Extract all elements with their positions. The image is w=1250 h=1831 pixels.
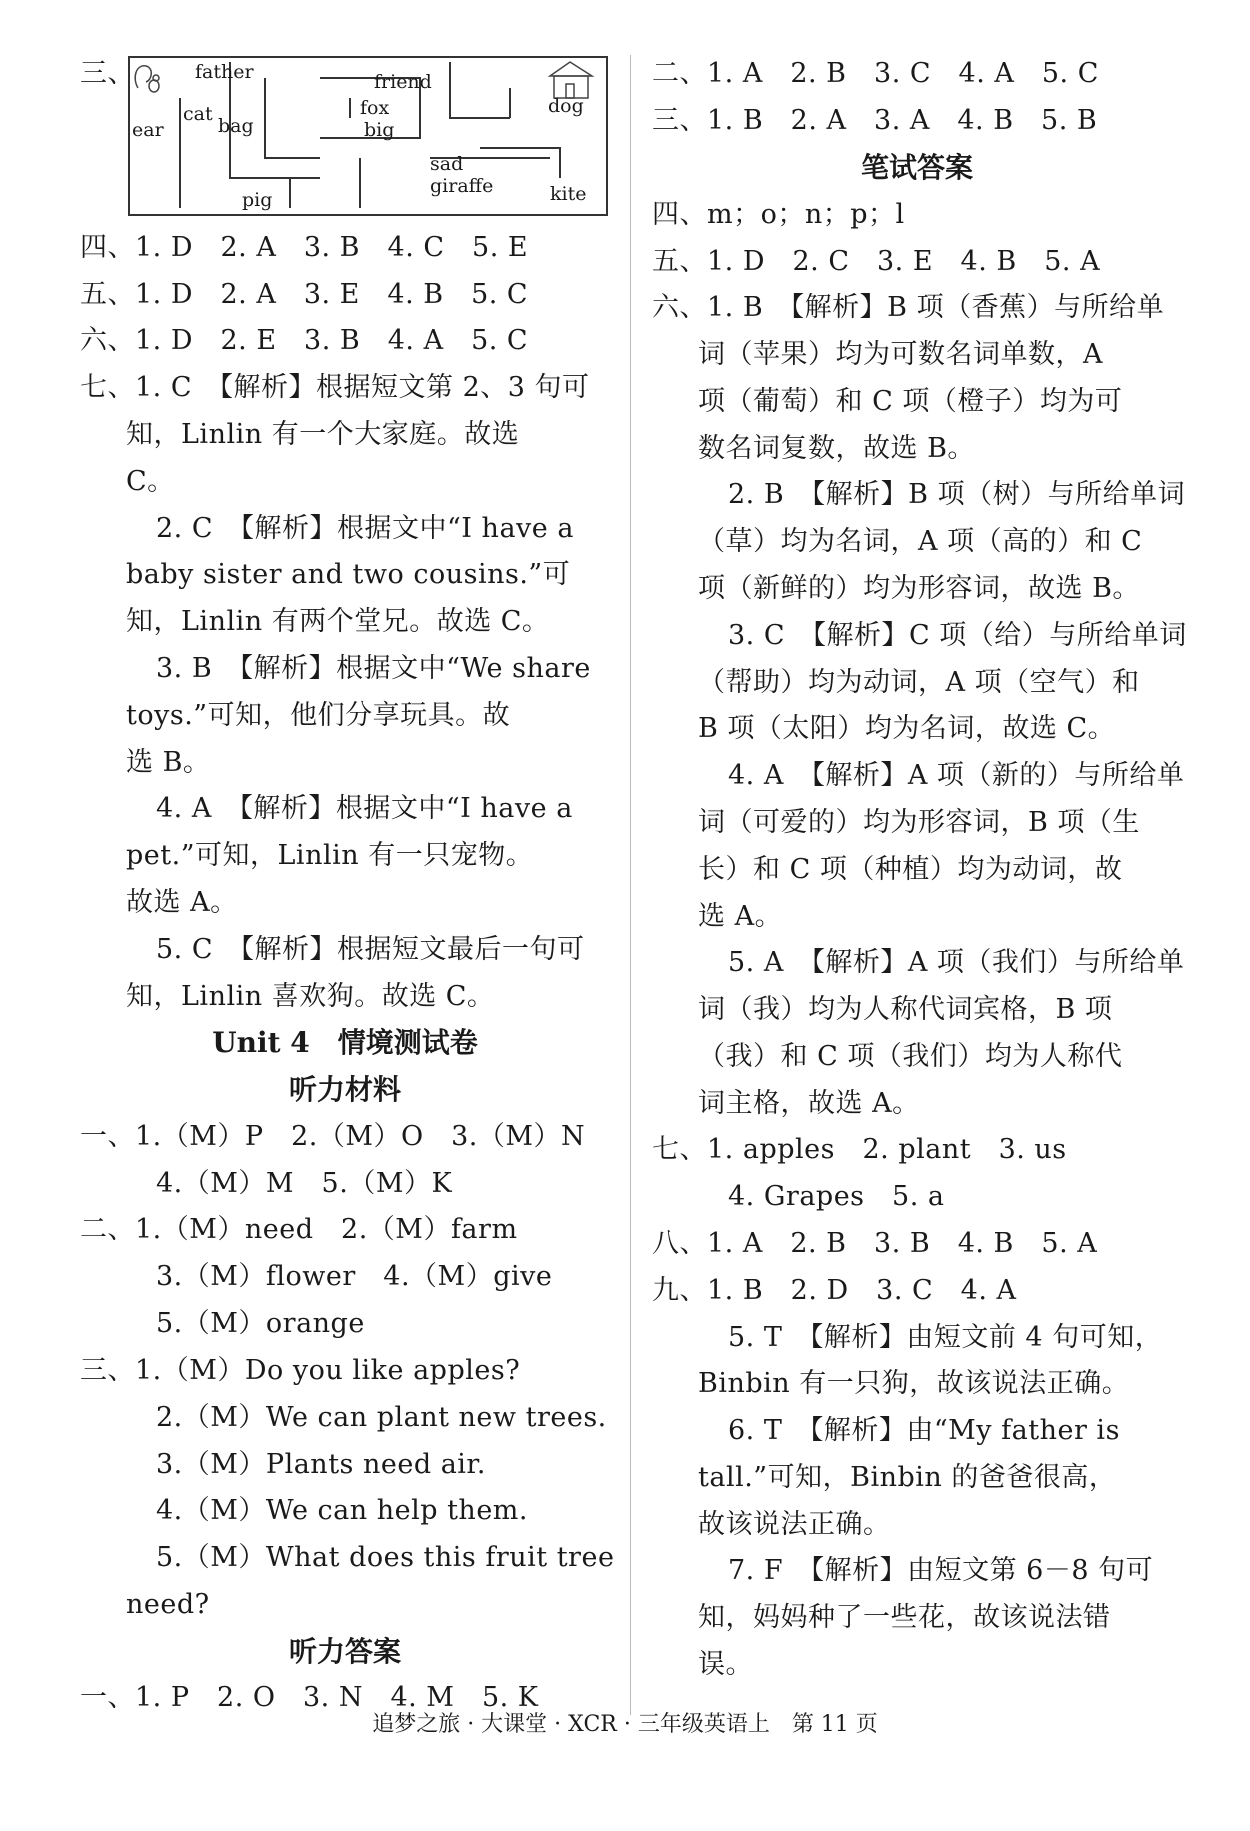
answer-line: 一、1. P 2. O 3. N 4. M 5. K (80, 1682, 539, 1713)
answer-line: 六、1. B 【解析】B 项（香蕉）与所给单 (652, 292, 1165, 323)
answer-line: 5.（M）orange (156, 1308, 365, 1339)
answer-line: 数名词复数，故选 B。 (698, 433, 975, 464)
answer-line: 词（我）均为人称代词宾格，B 项 (698, 994, 1113, 1025)
answer-line: 五、1. D 2. C 3. E 4. B 5. A (652, 246, 1101, 277)
answer-line: 选 B。 (126, 747, 211, 778)
answer-line: （帮助）均为动词，A 项（空气）和 (698, 667, 1140, 698)
answer-line: need? (126, 1589, 210, 1620)
maze-word: dog (548, 95, 584, 117)
maze-word: father (195, 61, 254, 83)
answer-line: 词主格，故选 A。 (698, 1088, 920, 1119)
answer-line: （草）均为名词，A 项（高的）和 C (698, 526, 1143, 557)
maze-word: fox (360, 97, 390, 119)
answer-line: 项（新鲜的）均为形容词，故选 B。 (698, 573, 1140, 604)
answer-line: B 项（太阳）均为名词，故选 C。 (698, 713, 1116, 744)
maze-word: big (364, 119, 395, 141)
answer-line: 八、1. A 2. B 3. B 4. B 5. A (652, 1228, 1098, 1259)
answer-line: 4. Grapes 5. a (728, 1181, 945, 1212)
maze-word: giraffe (430, 175, 494, 197)
maze-word: kite (550, 183, 587, 205)
answer-line: 4.（M）M 5.（M）K (156, 1168, 453, 1199)
unit-heading: Unit 4 情境测试卷 (212, 1026, 478, 1059)
answer-line: 故选 A。 (126, 887, 238, 918)
word-maze (128, 56, 608, 216)
answer-line: 知，Linlin 有两个堂兄。故选 C。 (126, 606, 550, 637)
answer-line: 4. A 【解析】A 项（新的）与所给单 (728, 760, 1185, 791)
answer-line: 三、1.（M）Do you like apples? (80, 1355, 521, 1386)
answer-line: 知，Linlin 喜欢狗。故选 C。 (126, 981, 495, 1012)
answer-line: 选 A。 (698, 901, 783, 932)
answer-line: 二、1.（M）need 2.（M）farm (80, 1214, 518, 1245)
answer-line: 七、1. apples 2. plant 3. us (652, 1134, 1067, 1165)
answer-line: 4. A 【解析】根据文中“I have a (156, 793, 573, 824)
answer-line: 5. T 【解析】由短文前 4 句可知， (728, 1322, 1163, 1353)
maze-word: sad (430, 153, 464, 175)
answer-line: 二、1. A 2. B 3. C 4. A 5. C (652, 58, 1099, 89)
answer-line: 知，妈妈种了一些花，故该说法错 (698, 1602, 1111, 1633)
answer-line: pet.”可知，Linlin 有一只宠物。 (126, 840, 534, 871)
answer-line: 2.（M）We can plant new trees. (156, 1402, 607, 1433)
answer-line: 四、m；o；n；p；l (652, 199, 905, 230)
answer-line: 4.（M）We can help them. (156, 1495, 528, 1526)
answer-line: 2. B 【解析】B 项（树）与所给单词 (728, 479, 1186, 510)
answer-line: 5.（M）What does this fruit tree (156, 1542, 615, 1573)
answer-line: 3. C 【解析】C 项（给）与所给单词 (728, 620, 1187, 651)
answer-line: 2. C 【解析】根据文中“I have a (156, 513, 574, 544)
maze-word: cat (183, 103, 213, 125)
answer-line: 7. F 【解析】由短文第 6－8 句可 (728, 1555, 1154, 1586)
answer-line: 长）和 C 项（种植）均为动词，故 (698, 854, 1123, 885)
answer-line: 3.（M）Plants need air. (156, 1449, 486, 1480)
answer-line: 七、1. C 【解析】根据短文第 2、3 句可 (80, 372, 590, 403)
answer-line: 一、1.（M）P 2.（M）O 3.（M）N (80, 1121, 586, 1152)
answer-line: 三、1. B 2. A 3. A 4. B 5. B (652, 105, 1098, 136)
answer-line: C。 (126, 466, 175, 497)
maze-word: ear (132, 119, 164, 141)
answer-line: 知，Linlin 有一个大家庭。故选 (126, 419, 520, 450)
answer-line: 词（苹果）均为可数名词单数，A (698, 339, 1103, 370)
house-icon (550, 62, 592, 98)
maze-word: pig (242, 189, 273, 211)
answer-line: 5. A 【解析】A 项（我们）与所给单 (728, 947, 1185, 978)
answer-line: baby sister and two cousins.”可 (126, 559, 571, 590)
answer-line: 3.（M）flower 4.（M）give (156, 1261, 553, 1292)
maze-word: bag (218, 115, 254, 137)
answer-line: tall.”可知，Binbin 的爸爸很高， (698, 1462, 1117, 1493)
section-heading: 听力答案 (288, 1635, 401, 1668)
answer-line: 五、1. D 2. A 3. E 4. B 5. C (80, 279, 529, 310)
answer-line: 6. T 【解析】由“My father is (728, 1415, 1120, 1446)
answer-line: 九、1. B 2. D 3. C 4. A (652, 1275, 1017, 1306)
answer-line: 误。 (698, 1649, 753, 1680)
column-divider (630, 55, 631, 1715)
section-heading: 听力材料 (288, 1073, 401, 1106)
answer-line: 3. B 【解析】根据文中“We share (156, 653, 591, 684)
answer-line: 项（葡萄）和 C 项（橙子）均为可 (698, 386, 1123, 417)
section-heading: 笔试答案 (860, 151, 973, 184)
answer-line: 故该说法正确。 (698, 1509, 891, 1540)
answer-line: toys.”可知，他们分享玩具。故 (126, 700, 511, 731)
answer-line: 5. C 【解析】根据短文最后一句可 (156, 934, 585, 965)
section-3-label: 三、 (80, 58, 135, 89)
squirrel-icon (135, 66, 159, 92)
answer-line: Binbin 有一只狗，故该说法正确。 (698, 1368, 1130, 1399)
answer-line: 词（可爱的）均为形容词，B 项（生 (698, 807, 1140, 838)
answer-line: 六、1. D 2. E 3. B 4. A 5. C (80, 325, 529, 356)
maze-word: friend (374, 71, 432, 93)
answer-line: （我）和 C 项（我们）均为人称代 (698, 1041, 1123, 1072)
answer-line: 四、1. D 2. A 3. B 4. C 5. E (80, 232, 529, 263)
page-footer: 追梦之旅 · 大课堂 · XCR · 三年级英语上 第 11 页 (372, 1712, 878, 1737)
